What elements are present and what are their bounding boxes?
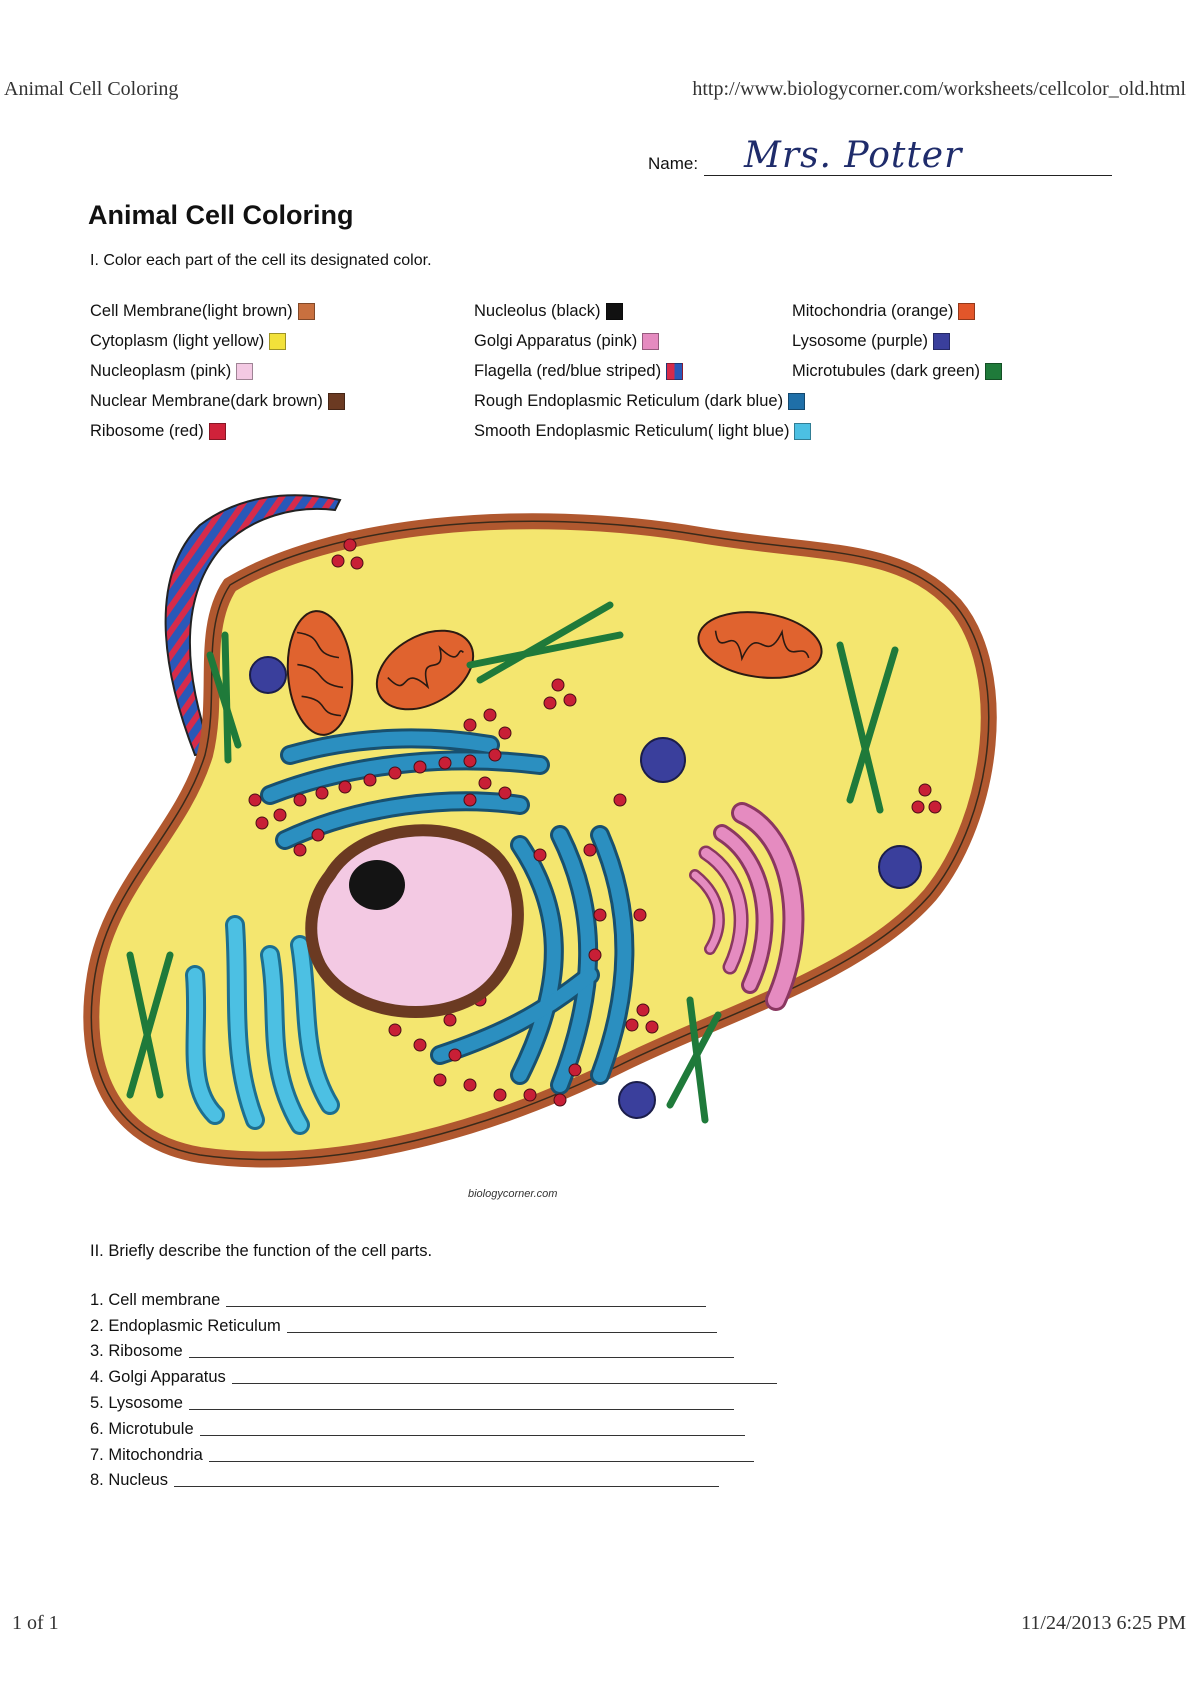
question-label: 6. Microtubule [90, 1419, 194, 1438]
answer-line[interactable] [287, 1332, 717, 1333]
name-label: Name: [648, 154, 699, 173]
color-swatch-icon [328, 393, 345, 410]
print-header-url: http://www.biologycorner.com/worksheets/cellcolor_old.html [692, 78, 1186, 100]
legend-item [792, 326, 1002, 356]
diagram-credit: biologycorner.com [468, 1188, 558, 1200]
answer-line[interactable] [232, 1383, 777, 1384]
legend-label: Mitochondria (orange) [792, 301, 954, 320]
question-item [90, 1413, 850, 1439]
answer-line[interactable] [226, 1306, 706, 1307]
legend-item [474, 416, 811, 446]
legend-label: Cell Membrane(light brown) [90, 301, 293, 320]
legend-column-1 [90, 296, 345, 446]
answer-line[interactable] [200, 1435, 745, 1436]
color-swatch-icon [794, 423, 811, 440]
color-swatch-icon [269, 333, 286, 350]
question-label: 4. Golgi Apparatus [90, 1368, 226, 1387]
legend-label: Rough Endoplasmic Reticulum (dark blue) [474, 391, 784, 410]
nucleolus [349, 860, 405, 910]
instruction-text: I. Color each part of the cell its designated color. [90, 252, 432, 269]
legend-column-2 [474, 296, 811, 446]
legend-label: Nuclear Membrane(dark brown) [90, 391, 323, 410]
color-swatch-icon [985, 363, 1002, 380]
page-count: 1 of 1 [12, 1612, 59, 1634]
section-2-heading: II. Briefly describe the function of the cell parts. [90, 1242, 433, 1260]
question-item [90, 1336, 850, 1362]
legend-item [90, 416, 345, 446]
answer-line[interactable] [174, 1486, 719, 1487]
legend-item [792, 296, 1002, 326]
striped-swatch-icon [666, 363, 683, 380]
question-label: 1. Cell membrane [90, 1290, 221, 1309]
color-swatch-icon [642, 333, 659, 350]
legend-column-3 [792, 296, 1002, 386]
legend-label: Lysosome (purple) [792, 331, 929, 350]
question-item [90, 1465, 850, 1491]
question-label: 2. Endoplasmic Reticulum [90, 1316, 281, 1335]
question-label: 8. Nucleus [90, 1471, 168, 1490]
legend-label: Nucleoplasm (pink) [90, 361, 232, 380]
color-swatch-icon [933, 333, 950, 350]
page-title: Animal Cell Coloring [88, 200, 354, 230]
legend-label: Nucleolus (black) [474, 301, 601, 320]
question-label: 7. Mitochondria [90, 1445, 203, 1464]
legend-label: Smooth Endoplasmic Reticulum( light blue) [474, 421, 790, 440]
legend-item [474, 296, 811, 326]
name-value-handwritten: Mrs. Potter [744, 135, 963, 176]
legend-label: Flagella (red/blue striped) [474, 361, 662, 380]
legend-item [90, 386, 345, 416]
legend-label: Cytoplasm (light yellow) [90, 331, 265, 350]
cell-membrane [91, 521, 988, 1159]
legend-item [792, 356, 1002, 386]
question-item [90, 1387, 850, 1413]
color-swatch-icon [209, 423, 226, 440]
nucleus [311, 830, 518, 1012]
color-swatch-icon [298, 303, 315, 320]
color-swatch-icon [236, 363, 253, 380]
question-item [90, 1310, 850, 1336]
question-item [90, 1361, 850, 1387]
name-field [648, 135, 1118, 180]
animal-cell-diagram [0, 455, 1200, 1215]
question-label: 3. Ribosome [90, 1342, 183, 1361]
question-label: 5. Lysosome [90, 1393, 183, 1412]
legend-label: Ribosome (red) [90, 421, 204, 440]
legend-label: Microtubules (dark green) [792, 361, 980, 380]
legend-item [474, 326, 811, 356]
color-swatch-icon [606, 303, 623, 320]
print-header-title: Animal Cell Coloring [4, 78, 179, 100]
legend-item [90, 296, 345, 326]
legend-item [474, 356, 811, 386]
answer-line[interactable] [189, 1409, 734, 1410]
print-timestamp: 11/24/2013 6:25 PM [1021, 1612, 1186, 1634]
question-item [90, 1439, 850, 1465]
legend-label: Golgi Apparatus (pink) [474, 331, 638, 350]
legend-item [90, 356, 345, 386]
answer-line[interactable] [189, 1357, 734, 1358]
color-swatch-icon [788, 393, 805, 410]
legend-item [90, 326, 345, 356]
legend-item [474, 386, 811, 416]
answer-line[interactable] [209, 1461, 754, 1462]
question-item [90, 1284, 850, 1310]
color-swatch-icon [958, 303, 975, 320]
question-list [90, 1284, 850, 1490]
